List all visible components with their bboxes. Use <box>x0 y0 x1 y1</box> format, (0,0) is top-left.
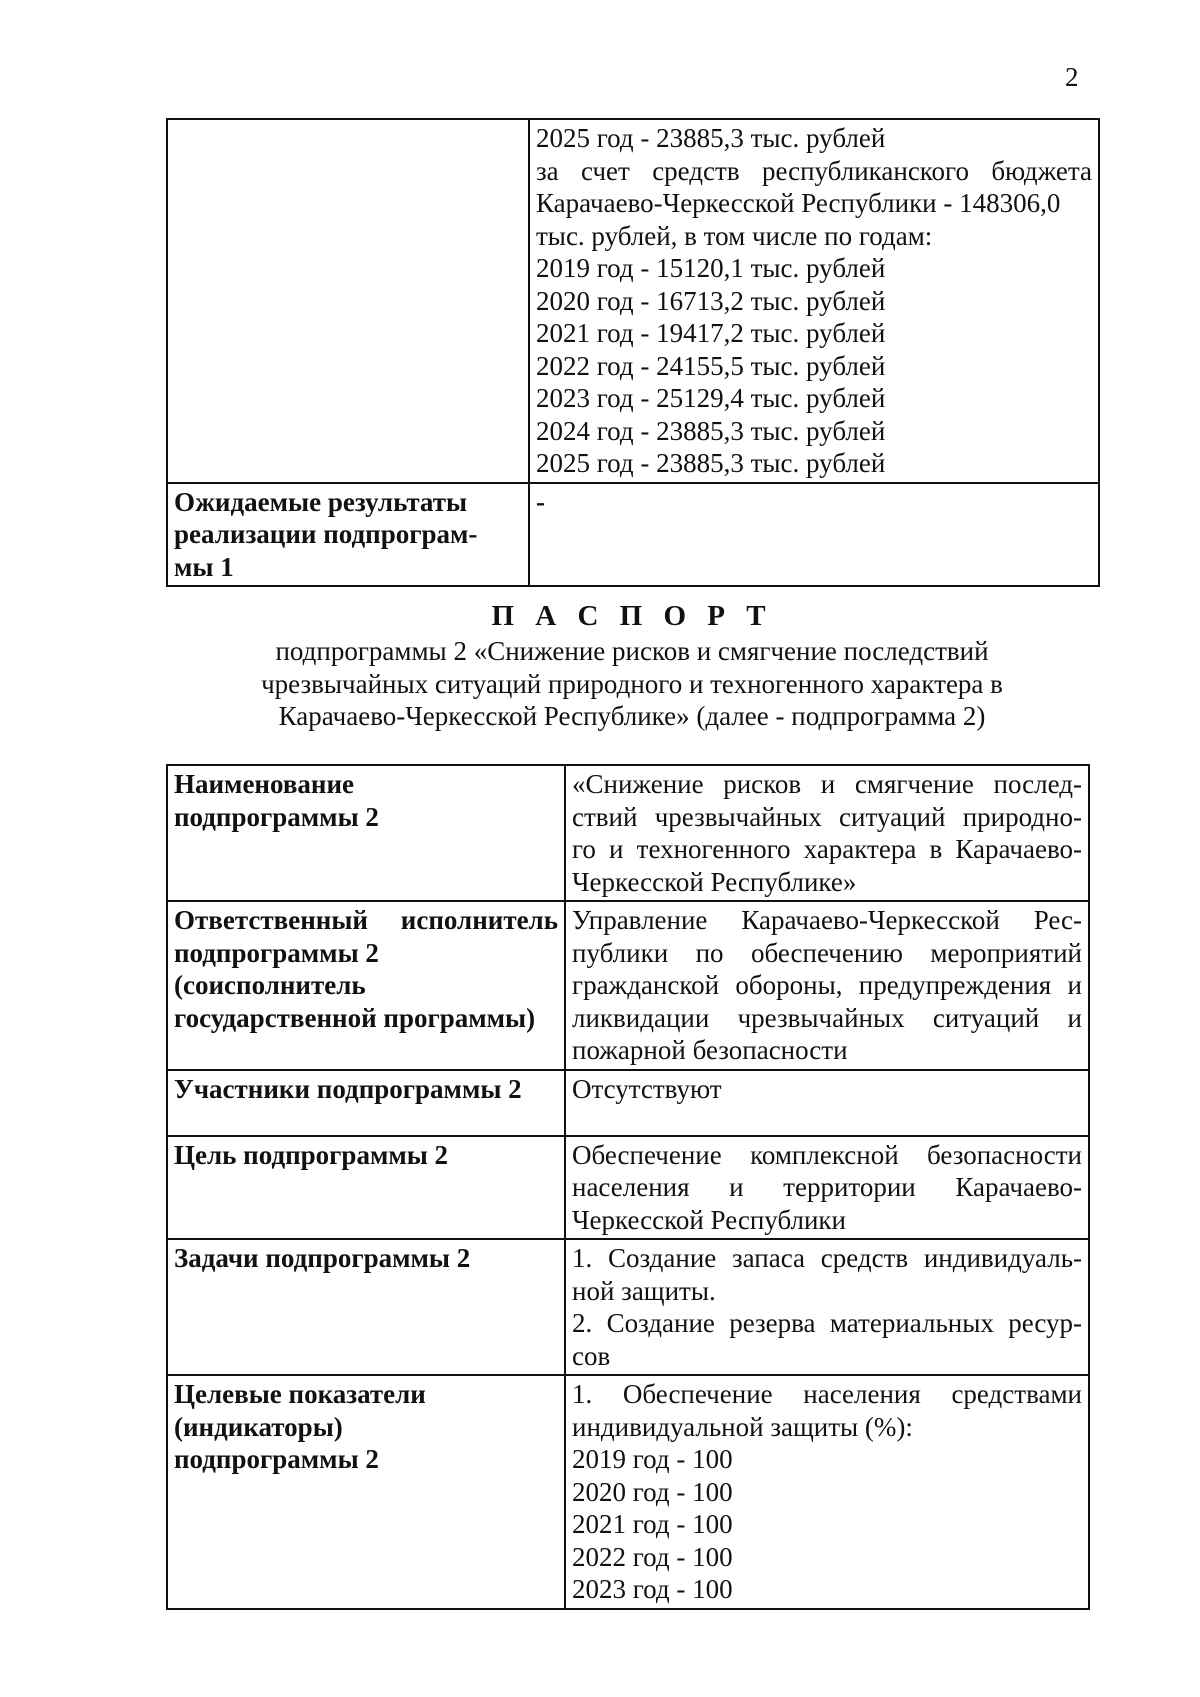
passport-title: П А С П О Р Т <box>491 600 773 632</box>
financing-cell <box>529 119 1099 483</box>
subprogram-1-table-continuation <box>166 118 1100 587</box>
financing-line: 2021 год - 19417,2 тыс. рублей <box>536 318 886 348</box>
subtitle-line: Карачаево-Черкесской Республике» (далее - подпрограмма 2) <box>278 701 986 731</box>
indicators-label: Целевые показатели (индикаторы) подпрограммы 2 <box>167 1375 565 1609</box>
financing-line: 2024 год - 23885,3 тыс. рублей <box>536 415 886 446</box>
tasks-value: 1. Создание запаса средств индивидуаль- ной защиты. 2. Создание резерва материальных ресур- сов <box>565 1239 1089 1375</box>
responsible-executor-value: Управление Карачаево-Черкесской Рес- публики по обеспечению мероприятий гражданской обороны, предупреждения и ликвидации чрезвычайных ситуаций и пожарной безопасности <box>565 901 1089 1070</box>
financing-line: 2025 год - 23885,3 тыс. рублей <box>536 448 886 478</box>
table-row <box>167 1070 1089 1136</box>
goal-label: Цель подпрограммы 2 <box>167 1136 565 1240</box>
financing-line: 2023 год - 25129,4 тыс. рублей <box>536 383 886 413</box>
indicators-value: 1. Обеспечение населения средствами индивидуальной защиты (%): 2019 год - 100 2020 год - 100 2021 год - 100 2022 год - 100 2023 год - 100 <box>565 1375 1089 1609</box>
table-row <box>167 1136 1089 1240</box>
passport-subtitle <box>166 635 1098 733</box>
financing-line: тыс. рублей, в том числе по годам: <box>536 220 933 251</box>
subprogram-2-passport-table <box>166 764 1090 1610</box>
subtitle-line: подпрограммы 2 «Снижение рисков и смягчение последствий <box>275 636 989 666</box>
passport-heading <box>166 598 1098 733</box>
table-row <box>167 901 1089 1070</box>
table-row <box>167 1239 1089 1375</box>
expected-results-value: - <box>529 483 1099 587</box>
financing-line: 2025 год - 23885,3 тыс. рублей <box>536 123 886 153</box>
participants-value: Отсутствуют <box>565 1070 1089 1136</box>
name-label: Наименование подпрограммы 2 <box>167 765 565 901</box>
table-row <box>167 765 1089 901</box>
name-value: «Снижение рисков и смягчение послед- ствий чрезвычайных ситуаций природно- го и техногенного характера в Карачаево- Черкесской Республике» <box>565 765 1089 901</box>
goal-value: Обеспечение комплексной безопасности населения и территории Карачаево- Черкесской Республики <box>565 1136 1089 1240</box>
participants-label: Участники подпрограммы 2 <box>167 1070 565 1136</box>
page-number: 2 <box>1065 62 1079 92</box>
financing-line: Карачаево-Черкесской Республики - 148306,0 <box>536 188 1061 218</box>
financing-line: 2020 год - 16713,2 тыс. рублей <box>536 285 886 316</box>
table-row <box>167 119 1099 483</box>
empty-label-cell <box>167 119 529 483</box>
subtitle-line: чрезвычайных ситуаций природного и техногенного характера в <box>261 668 1003 699</box>
expected-results-label: Ожидаемые результаты реализации подпрограм- мы 1 <box>167 483 529 587</box>
tasks-label: Задачи подпрограммы 2 <box>167 1239 565 1375</box>
table-row <box>167 483 1099 587</box>
financing-line: 2019 год - 15120,1 тыс. рублей <box>536 253 886 283</box>
financing-line: 2022 год - 24155,5 тыс. рублей <box>536 350 886 381</box>
financing-line: за счет средств республиканского бюджета <box>536 155 1092 186</box>
responsible-executor-label: Ответственный исполнитель подпрограммы 2 (соисполнитель государственной программы) <box>167 901 565 1070</box>
table-row <box>167 1375 1089 1609</box>
